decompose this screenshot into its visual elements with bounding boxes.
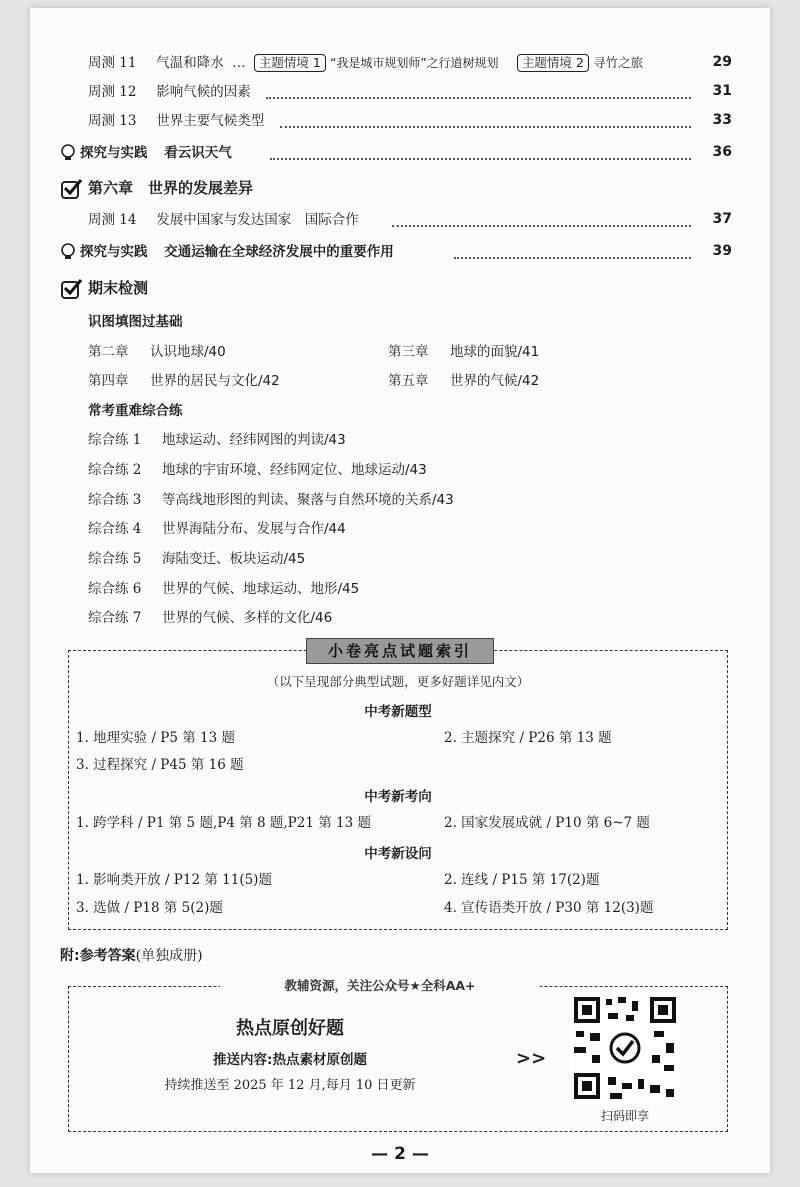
leader-dots (280, 126, 691, 128)
page-sheet (30, 8, 770, 1173)
index-banner: 小卷亮点试题索引 (306, 638, 494, 664)
page-ref: 37 (712, 211, 732, 227)
page-ref: 33 (712, 112, 732, 128)
leader-dots (266, 97, 691, 99)
index-item[interactable]: 3. 过程探究 / P45 第 16 题 (76, 757, 244, 773)
promo-line1: 推送内容:热点素材原创题 (213, 1052, 367, 1068)
page-ref: 29 (712, 54, 732, 70)
promo-title: 热点原创好题 (236, 1018, 344, 1039)
toc-entry-weekly-14[interactable]: 周测 14 发展中国家与发达国家 国际合作 (88, 212, 359, 228)
practice-item[interactable]: 综合练 4 世界海陆分布、发展与合作/44 (88, 521, 346, 537)
final-exam-heading: 期末检测 (88, 279, 149, 297)
theme-tag-1: 主题情境 1 (254, 54, 326, 72)
chapter-6-heading: 第六章 世界的发展差异 (88, 179, 254, 197)
qr-code-icon[interactable] (570, 993, 680, 1103)
promo-line2: 持续推送至 2025 年 12 月,每月 10 日更新 (164, 1078, 416, 1093)
lightbulb-icon (60, 144, 76, 162)
practice-item[interactable]: 综合练 5 海陆变迁、板块运动/45 (88, 551, 306, 567)
practice-item[interactable]: 综合练 6 世界的气候、地球运动、地形/45 (88, 581, 360, 597)
theme-tag-2: 主题情境 2 (517, 54, 589, 72)
checkbox-icon (61, 181, 79, 199)
group-heading: 中考新题型 (364, 704, 432, 720)
map-item[interactable]: 第三章 地球的面貌/41 (388, 344, 540, 360)
map-item[interactable]: 第四章 世界的居民与文化/42 (88, 373, 280, 389)
leader-dots (270, 158, 691, 160)
group-heading: 中考新考向 (364, 789, 432, 805)
map-item[interactable]: 第五章 世界的气候/42 (388, 373, 540, 389)
appendix-line: 附:参考答案(单独成册) (60, 948, 203, 964)
leader-dots (454, 257, 691, 259)
index-item[interactable]: 1. 影响类开放 / P12 第 11(5)题 (76, 872, 272, 888)
group-heading: 中考新设问 (364, 846, 432, 862)
practice-item[interactable]: 综合练 7 世界的气候、多样的文化/46 (88, 610, 333, 626)
map-item[interactable]: 第二章 认识地球/40 (88, 344, 226, 360)
checkbox-icon (61, 281, 79, 299)
practice-item[interactable]: 综合练 1 地球运动、经纬网图的判读/43 (88, 432, 346, 448)
index-item[interactable]: 3. 选做 / P18 第 5(2)题 (76, 900, 223, 916)
toc-entry-explore-2[interactable]: 探究与实践 交通运输在全球经济发展中的重要作用 (80, 244, 394, 260)
promo-header: 教辅资源，关注公众号★全科AA+ (220, 976, 540, 994)
index-item[interactable]: 2. 国家发展成就 / P10 第 6~7 题 (444, 815, 650, 831)
practice-item[interactable]: 综合练 2 地球的宇宙环境、经纬网定位、地球运动/43 (88, 462, 427, 478)
section-heading-map-basics: 识图填图过基础 (88, 314, 183, 330)
page-ref: 31 (712, 83, 732, 99)
page-ref: 39 (712, 243, 732, 259)
index-item[interactable]: 1. 地理实验 / P5 第 13 题 (76, 730, 236, 746)
arrow-icon: >> (516, 1048, 547, 1069)
leader-dots (392, 225, 691, 227)
index-note: （以下呈现部分典型试题，更多好题详见内文） (266, 674, 530, 689)
index-item[interactable]: 2. 主题探究 / P26 第 13 题 (444, 730, 612, 746)
index-item[interactable]: 4. 宣传语类开放 / P30 第 12(3)题 (444, 900, 654, 916)
toc-entry-explore-1[interactable]: 探究与实践 看云识天气 (80, 145, 232, 161)
toc-entry-weekly-11[interactable]: 周测 11 气温和降水 … 主题情境 1 “我是城市规划师”之行道树规划 主题情境 2 寻竹之旅 (88, 55, 644, 71)
index-item[interactable]: 1. 跨学科 / P1 第 5 题,P4 第 8 题,P21 第 13 题 (76, 815, 371, 831)
section-heading-practice: 常考重难综合练 (88, 403, 183, 419)
toc-entry-weekly-12[interactable]: 周测 12 影响气候的因素 (88, 84, 251, 100)
page-ref: 36 (712, 144, 732, 160)
qr-caption: 扫码即享 (600, 1109, 649, 1123)
lightbulb-icon (60, 243, 76, 261)
practice-item[interactable]: 综合练 3 等高线地形图的判读、聚落与自然环境的关系/43 (88, 492, 454, 508)
page-number: — 2 — (371, 1144, 429, 1164)
toc-entry-weekly-13[interactable]: 周测 13 世界主要气候类型 (88, 113, 265, 129)
index-item[interactable]: 2. 连线 / P15 第 17(2)题 (444, 872, 600, 888)
